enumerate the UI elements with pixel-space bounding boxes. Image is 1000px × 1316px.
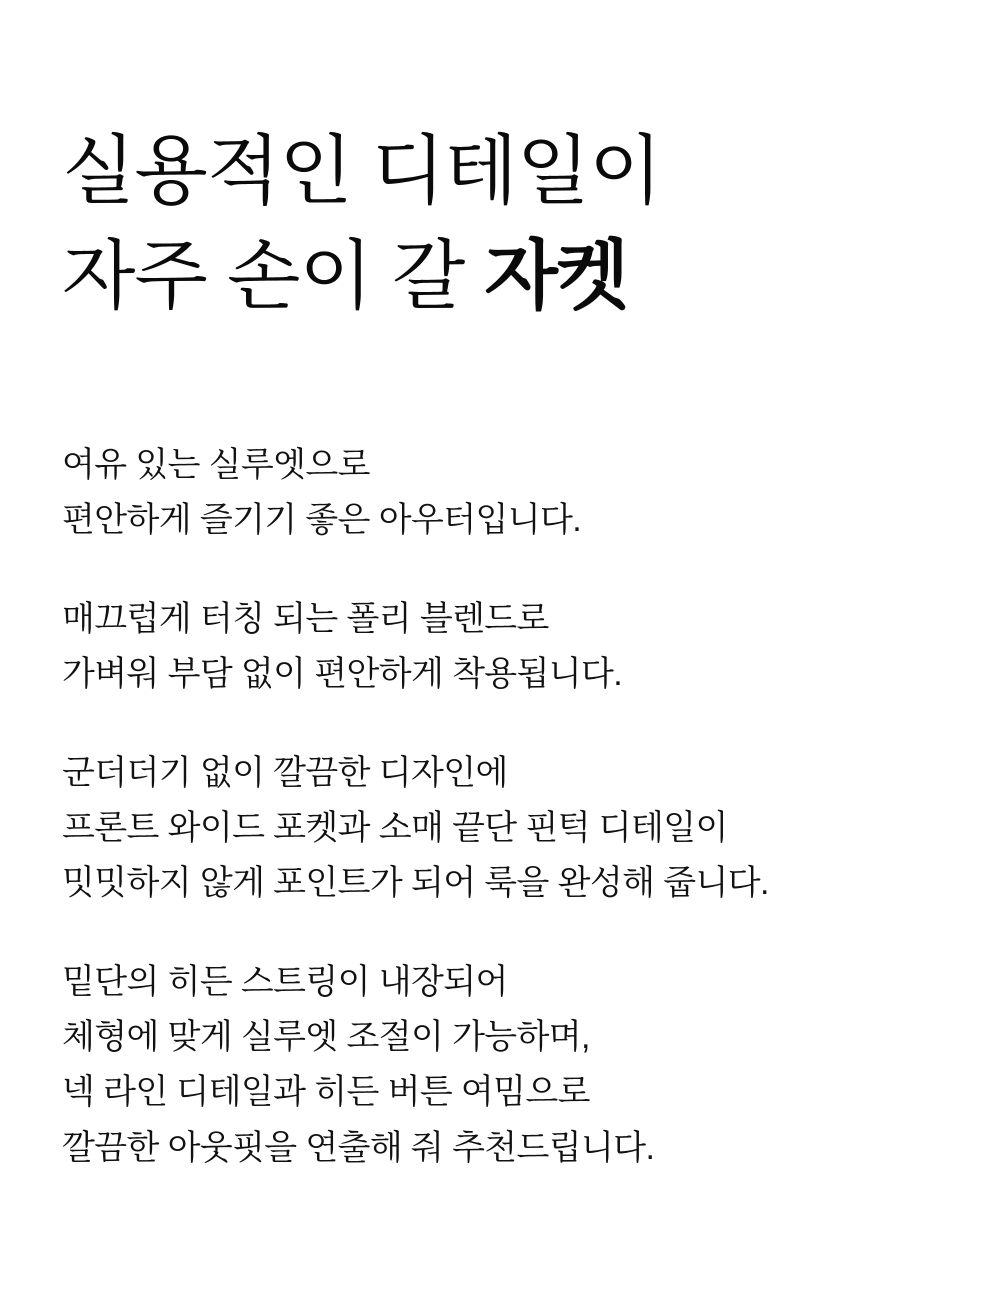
paragraph-line: 넥 라인 디테일과 히든 버튼 여밈으로: [62, 1073, 590, 1112]
page-title-line-2: [62, 225, 940, 330]
paragraph-fabric: [62, 592, 940, 702]
paragraph-line: 밑단의 히든 스트링이 내장되어: [62, 963, 508, 1002]
page-title: [62, 120, 940, 330]
paragraph-line: 깔끔한 아웃핏을 연출해 줘 추천드립니다.: [62, 1128, 655, 1167]
paragraph-line: 군더더기 없이 깔끔한 디자인에: [62, 754, 508, 793]
paragraph-line: 체형에 맞게 실루엣 조절이 가능하며,: [62, 1018, 590, 1057]
paragraph-silhouette: [62, 438, 940, 548]
paragraph-line: 프론트 와이드 포켓과 소매 끝단 핀턱 디테일이: [62, 809, 728, 848]
page-title-emphasis: 자켓: [484, 233, 628, 319]
page-title-line-1: 실용적인 디테일이: [62, 129, 662, 214]
paragraph-line: 가벼워 부담 없이 편안하게 착용됩니다.: [62, 654, 623, 693]
paragraph-detail: [62, 955, 940, 1175]
page-title-line-2-prefix: 자주 손이 갈: [62, 233, 485, 319]
paragraph-line: 매끄럽게 터칭 되는 폴리 블렌드로: [62, 599, 549, 638]
paragraph-line: 여유 있는 실루엣으로: [62, 445, 370, 484]
paragraph-design: [62, 746, 940, 911]
paragraph-line: 편안하게 즐기기 좋은 아우터입니다.: [62, 500, 582, 539]
description-body: [62, 438, 940, 1176]
paragraph-line: 밋밋하지 않게 포인트가 되어 룩을 완성해 줍니다.: [62, 864, 769, 903]
